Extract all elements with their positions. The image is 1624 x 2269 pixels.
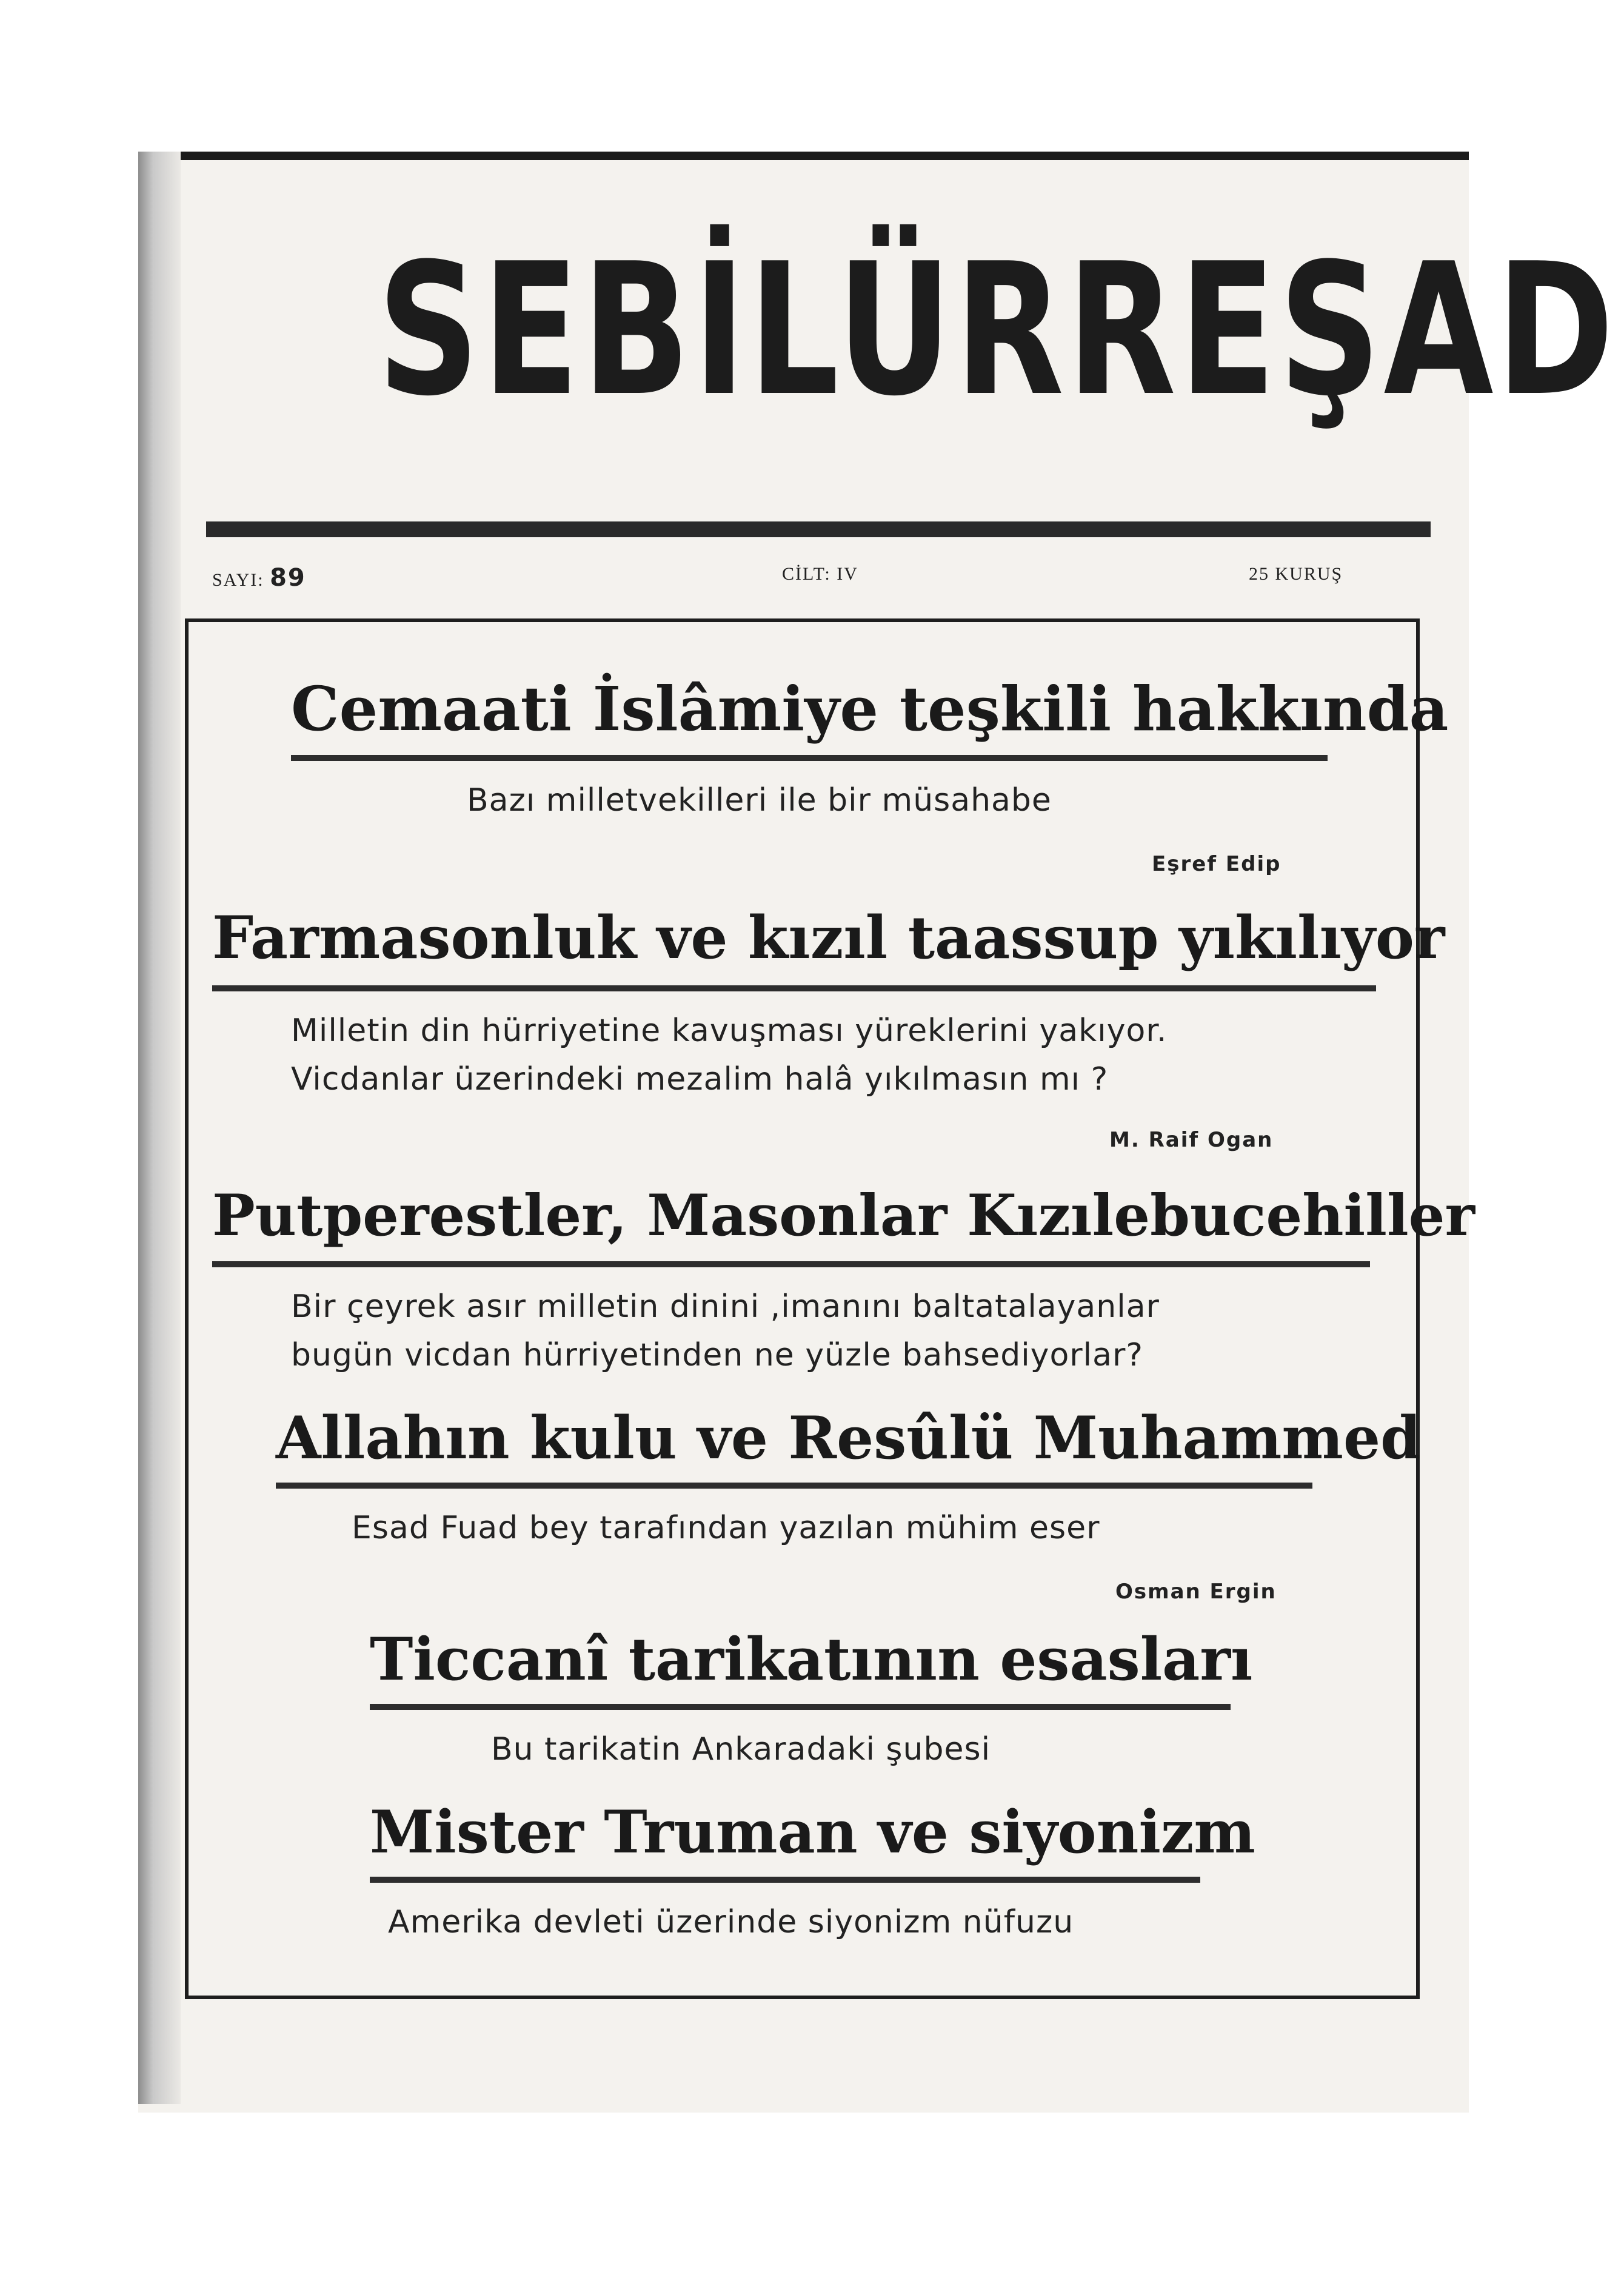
subtitle-line: Amerika devleti üzerinde siyonizm nüfuzu	[388, 1904, 1074, 1940]
headline-rule	[291, 755, 1328, 761]
page-spine-shadow	[138, 152, 181, 2104]
headline-rule	[370, 1704, 1231, 1710]
headline: Cemaati İslâmiye teşkili hakkında	[291, 673, 1449, 745]
author: M. Raif Ogan	[1109, 1128, 1274, 1152]
headline-rule	[370, 1877, 1200, 1883]
subtitle-line: Bazı milletvekilleri ile bir müsahabe	[467, 782, 1052, 819]
headline-rule	[212, 985, 1376, 991]
headline: Ticcanî tarikatının esasları	[370, 1625, 1253, 1694]
headline-rule	[276, 1483, 1312, 1489]
headline: Mister Truman ve siyonizm	[370, 1798, 1255, 1866]
author: Osman Ergin	[1115, 1580, 1277, 1604]
masthead-title: SEBİLÜRREŞAD	[377, 224, 1617, 436]
headline: Putperestler, Masonlar Kızılebucehiller	[212, 1182, 1475, 1249]
author: Eşref Edip	[1152, 852, 1281, 876]
masthead-rule	[206, 521, 1431, 537]
headline: Allahın kulu ve Resûlü Muhammed	[276, 1404, 1422, 1472]
issue-number-value: 89	[270, 564, 306, 592]
subtitle-line: Vicdanlar üzerindeki mezalim halâ yıkılmasın mı ?	[291, 1061, 1109, 1098]
issue-label: SAYI:	[212, 570, 264, 590]
volume-label: CİLT: IV	[782, 564, 858, 584]
subtitle-line: Bu tarikatin Ankaradaki şubesi	[491, 1731, 991, 1768]
price-label: 25 KURUŞ	[1249, 564, 1343, 584]
subtitle-line: Bir çeyrek asır milletin dinini ,imanını baltatalayanlar	[291, 1289, 1160, 1325]
subtitle-line: bugün vicdan hürriyetinden ne yüzle bahsediyorlar?	[291, 1337, 1143, 1373]
headline: Farmasonluk ve kızıl taassup yıkılıyor	[212, 903, 1445, 972]
headline-rule	[212, 1261, 1370, 1267]
issue-number	[212, 564, 306, 592]
subtitle-line: Esad Fuad bey tarafından yazılan mühim eser	[352, 1510, 1100, 1546]
subtitle-line: Milletin din hürriyetine kavuşması yüreklerini yakıyor.	[291, 1013, 1168, 1049]
